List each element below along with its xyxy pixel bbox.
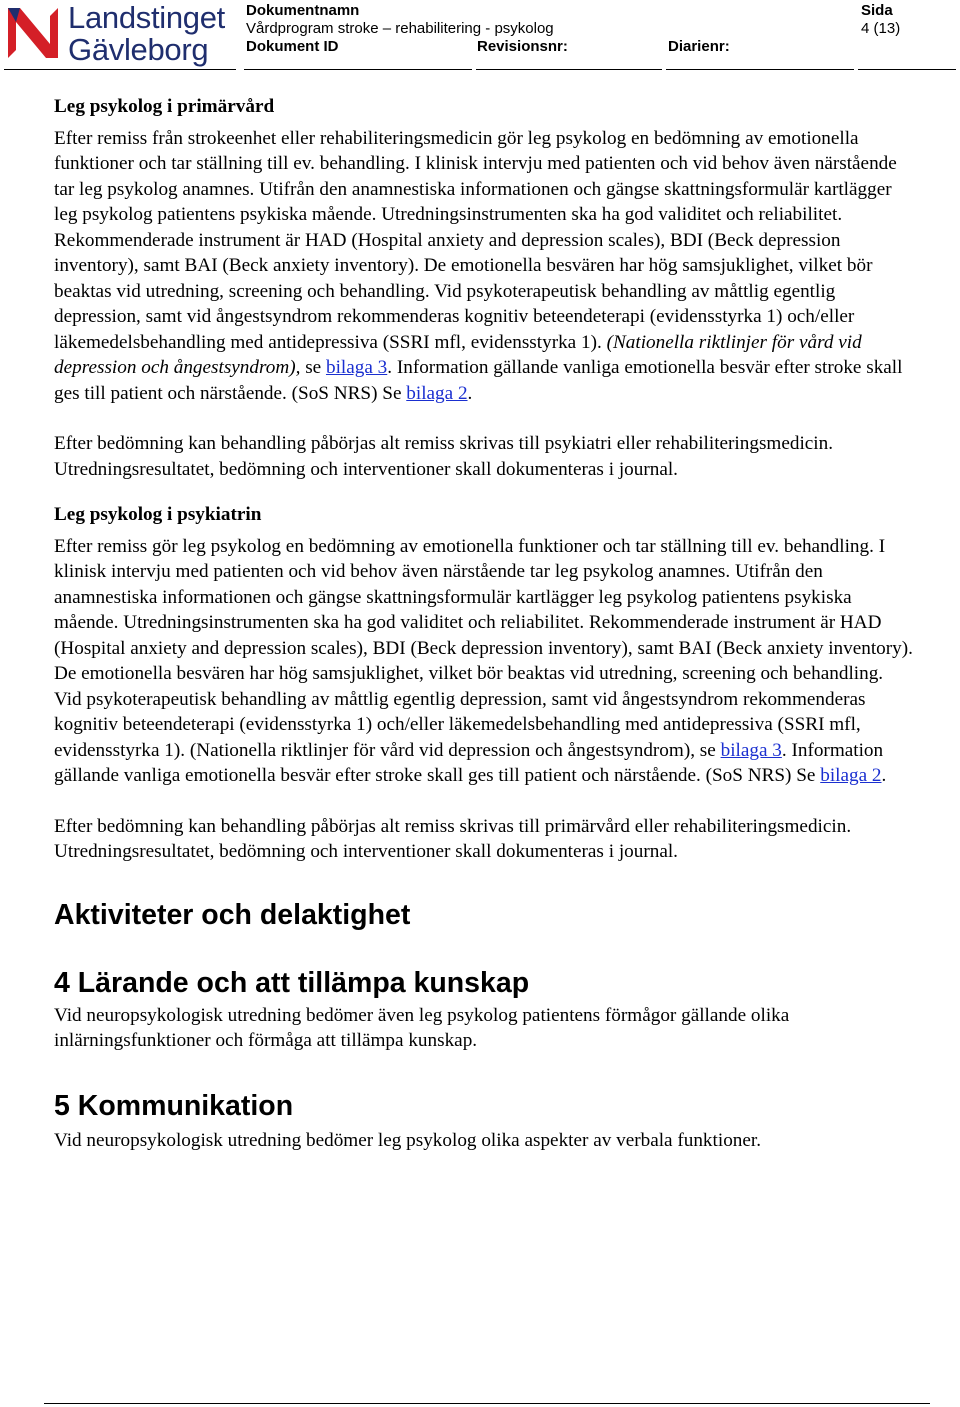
landstinget-logo (6, 2, 236, 68)
bilaga-3-link[interactable]: bilaga 3 (325, 357, 388, 378)
section-heading-primarvard: Leg psykolog i primärvård (54, 96, 275, 117)
revision-label: Revisionsnr: (477, 38, 568, 55)
paragraph-text: se (300, 357, 326, 378)
page-label: Sida (861, 2, 893, 19)
paragraph (54, 126, 914, 407)
section-heading-psykiatrin: Leg psykolog i psykiatrin (54, 504, 262, 525)
paragraph (54, 534, 914, 789)
paragraph-text: Efter remiss från strokeenhet eller rehabiliteringsmedicin gör leg psykolog en bedömning av emotionella funktioner och tar ställning till ev. behandling. I klinisk intervju med patienten och vid behov även närstående tar leg psykolog anamnes. Utifrån den anamnestiska informationen och gängse skattningsformulär kartlägger leg psykolog patientens psykiska mående. Utredningsinstrumenten ska ha god validitet och reliabilitet. Rekommenderade instrument är HAD (Hospital anxiety and depression scales), BDI (Beck depression inventory), samt BAI (Beck anxiety inventory). De emotionella besvären har hög samsjuklighet, vilket bör beaktas vid utredning, screening och behandling. Vid psykoterapeutisk behandling av måttlig egentlig depression, samt vid ångestsyndrom rekommenderas kognitiv beteendeterapi (evidensstyrka 1) och/eller läkemedelsbehandling med antidepressiva (SSRI mfl, evidensstyrka 1). (54, 127, 897, 353)
page-number: 4 (13) (861, 20, 901, 37)
doc-name-label: Dokumentnamn (246, 2, 360, 19)
paragraph-text: . Information gällande vanliga emotionella besvär efter stroke skall ges till patient och närstående. (SoS NRS) Se (54, 739, 884, 786)
bilaga-3-link[interactable]: bilaga 3 (720, 739, 782, 761)
header-rule (244, 69, 472, 70)
bilaga-2-link[interactable]: bilaga 2 (820, 765, 882, 786)
paragraph: Efter bedömning kan behandling påbörjas alt remiss skrivas till psykiatri eller rehabiliteringsmedicin. Utredningsresultatet, bedömning och interventioner skall dokumenteras i journal. (54, 433, 834, 480)
paragraph: Vid neuropsykologisk utredning bedömer även leg psykolog patientens förmågor gällande olika inlärningsfunktioner och förmåga att tillämpa kunskap. (54, 1004, 790, 1051)
bilaga-2-link[interactable]: bilaga 2 (406, 382, 468, 404)
paragraph-italic: (Nationella riktlinjer för vård vid depression och ångestsyndrom), (54, 331, 862, 378)
doc-id-label: Dokument ID (246, 38, 339, 55)
footer-rule (44, 1403, 930, 1404)
heading-kommunikation: 5 Kommunikation (54, 1089, 294, 1122)
heading-aktiviteter: Aktiviteter och delaktighet (54, 898, 411, 931)
header-rule (666, 69, 854, 70)
header-rule (858, 69, 956, 70)
logo-text-line2: Gävleborg (68, 32, 209, 67)
paragraph: Efter bedömning kan behandling påbörjas alt remiss skrivas till primärvård eller rehabiliteringsmedicin. Utredningsresultatet, bedömning och interventioner skall dokumenteras i journal. (54, 815, 852, 862)
doc-name: Vårdprogram stroke – rehabilitering - psykolog (246, 20, 554, 37)
paragraph-text: Efter remiss gör leg psykolog en bedömning av emotionella funktioner och tar ställning till ev. behandling. I klinisk intervju med patienten och vid behov även närstående tar leg psykolog anamnes. Utifrån den anamnestiska informationen och gängse skattningsformulär kartlägger leg psykolog patientens psykiska mående. Utredningsinstrumenten ska ha god validitet och reliabilitet. Rekommenderade instrument är HAD (Hospital anxiety and depression scales), BDI (Beck depression inventory), samt BAI (Beck anxiety inventory). De emotionella besvären har hög samsjuklighet, vilket bör beaktas vid utredning, screening och behandling. Vid psykoterapeutisk behandling av måttlig egentlig depression, samt vid ångestsyndrom rekommenderas kognitiv beteendeterapi (evidensstyrka 1) och/eller läkemedelsbehandling med antidepressiva (SSRI mfl, evidensstyrka 1). (Nationella riktlinjer för vård vid depression och ångestsyndrom), se (54, 535, 913, 761)
paragraph-text: . (881, 765, 887, 786)
paragraph: Vid neuropsykologisk utredning bedömer leg psykolog olika aspekter av verbala funktioner. (54, 1129, 762, 1151)
logo-emblem-icon (6, 4, 62, 62)
diary-label: Diarienr: (668, 38, 730, 55)
header-rule (4, 69, 236, 70)
paragraph-text: . (467, 382, 473, 404)
document-body (54, 94, 914, 1153)
logo-text-line1: Landstinget (68, 0, 225, 35)
paragraph-text: . Information gällande vanliga emotionella besvär efter stroke skall ges till patient och närstående. (SoS NRS) Se (54, 357, 903, 404)
heading-larande: 4 Lärande och att tillämpa kunskap (54, 966, 530, 999)
page-header (0, 0, 960, 72)
header-rule (476, 69, 662, 70)
